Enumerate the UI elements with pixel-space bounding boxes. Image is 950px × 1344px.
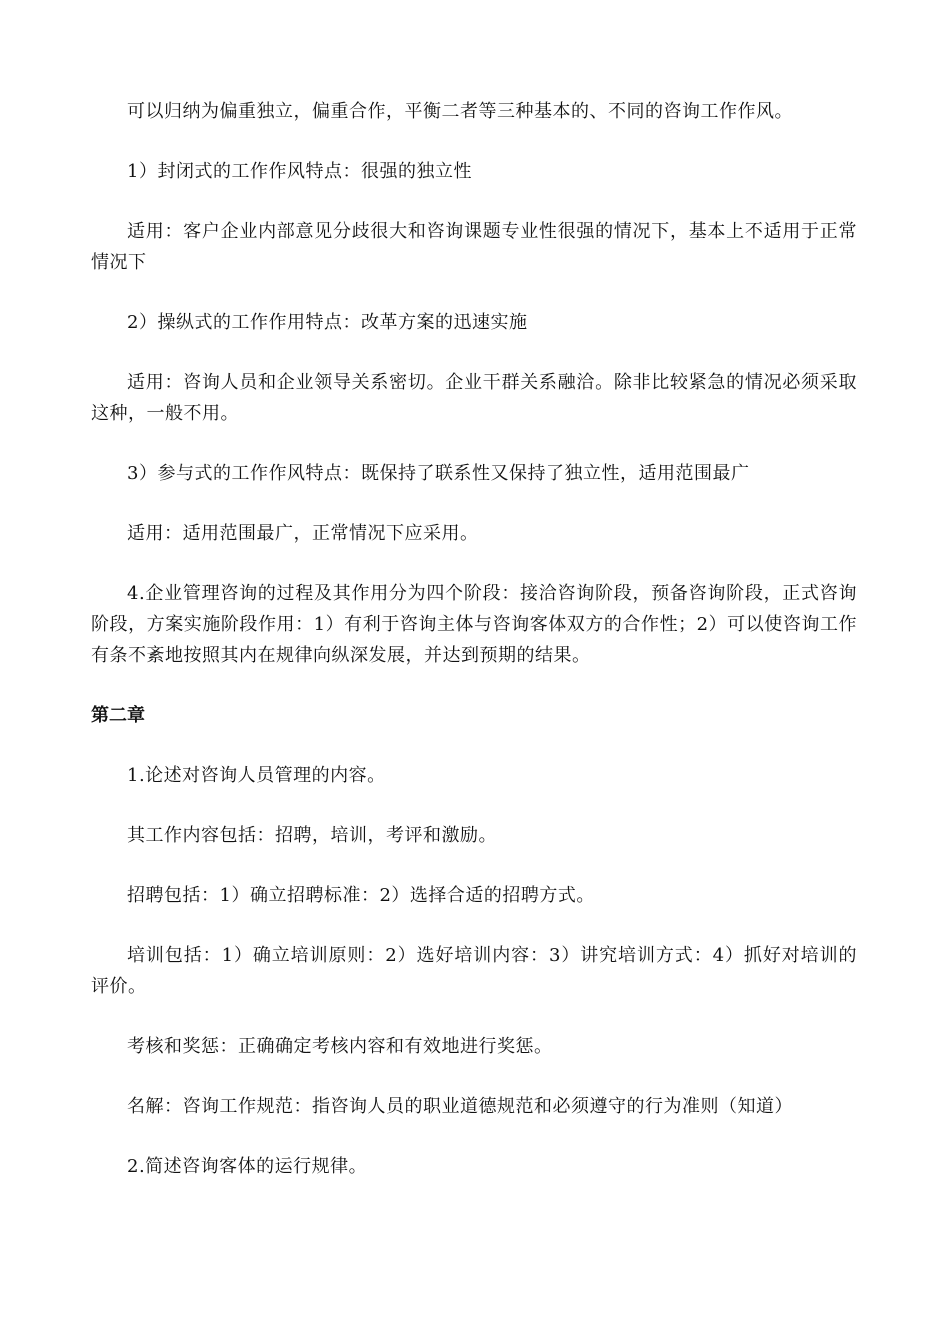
paragraph-question-1: 1.论述对咨询人员管理的内容。 <box>127 765 386 786</box>
paragraph-participative-style: 3）参与式的工作作风特点：既保持了联系性又保持了独立性，适用范围最广 <box>127 463 750 484</box>
paragraph-manipulative-style-applicability: 适用：咨询人员和企业领导关系密切。企业干群关系融洽。除非比较紧急的情况必须采取这种，一般不用。 <box>91 372 857 424</box>
paragraph-training: 培训包括：1）确立培训原则：2）选好培训内容：3）讲究培训方式：4）抓好对培训的评价。 <box>91 945 857 997</box>
paragraph-participative-style-applicability: 适用：适用范围最广，正常情况下应采用。 <box>127 523 479 544</box>
paragraph-closed-style: 1）封闭式的工作作风特点：很强的独立性 <box>127 161 472 182</box>
chapter-heading: 第二章 <box>91 705 145 726</box>
paragraph-closed-style-applicability: 适用：客户企业内部意见分歧很大和咨询课题专业性很强的情况下，基本上不适用于正常情况下 <box>91 221 857 273</box>
paragraph-question-2: 2.简述咨询客体的运行规律。 <box>127 1156 368 1177</box>
paragraph-recruitment: 招聘包括：1）确立招聘标准：2）选择合适的招聘方式。 <box>127 885 595 906</box>
paragraph-work-style-summary: 可以归纳为偏重独立，偏重合作，平衡二者等三种基本的、不同的咨询工作作风。 <box>127 101 793 122</box>
paragraph-assessment: 考核和奖惩：正确确定考核内容和有效地进行奖惩。 <box>127 1036 553 1057</box>
document-page <box>91 96 857 1211</box>
paragraph-definition: 名解：咨询工作规范：指咨询人员的职业道德规范和必须遵守的行为准则（知道） <box>127 1096 793 1117</box>
paragraph-consulting-process-stages: 4.企业管理咨询的过程及其作用分为四个阶段：接洽咨询阶段，预备咨询阶段，正式咨询阶段，方案实施阶段作用：1）有利于咨询主体与咨询客体双方的合作性；2）可以使咨询工作有条不紊地按照其内在规律向纵深发展，并达到预期的结果。 <box>91 583 857 666</box>
paragraph-manipulative-style: 2）操纵式的工作作用特点：改革方案的迅速实施 <box>127 312 528 333</box>
paragraph-work-content: 其工作内容包括：招聘，培训，考评和激励。 <box>127 825 497 846</box>
